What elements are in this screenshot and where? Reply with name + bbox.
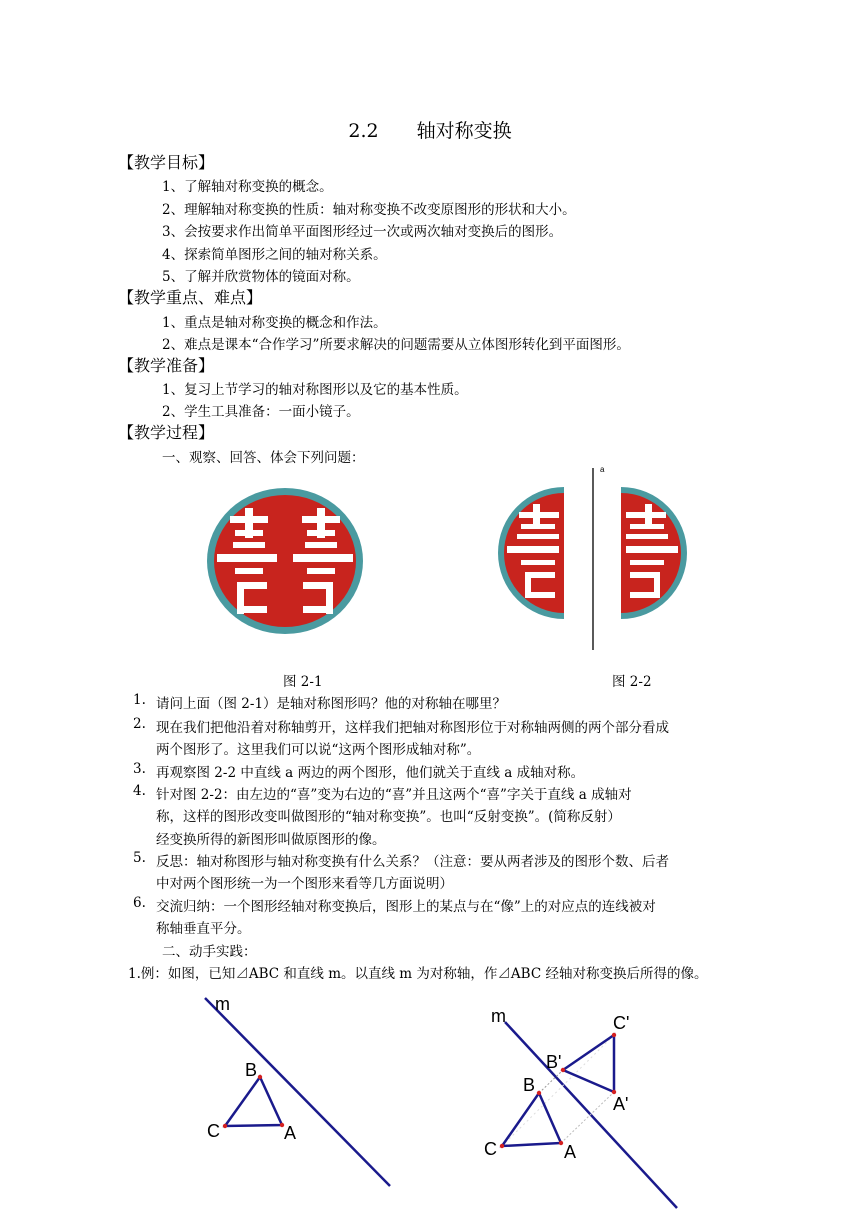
label-a: A [564, 1142, 577, 1162]
part1-heading: 一、观察、回答、体会下列问题： [162, 450, 365, 466]
goal-item: 5、了解并欣赏物体的镜面对称。 [162, 269, 360, 285]
label-m: m [491, 1006, 506, 1026]
label-a-prime: A' [613, 1094, 629, 1114]
point-c-prime [612, 1033, 616, 1037]
label-b: B [523, 1075, 536, 1095]
goal-item: 3、会按要求作出简单平面图形经过一次或两次轴对变换后的图形。 [162, 224, 563, 240]
example-text: 1.例：如图，已知⊿ABC 和直线 m。以直线 m 为对称轴，作⊿ABC 经轴对称变换后所得的像。 [128, 966, 708, 982]
triangle-image [563, 1035, 614, 1092]
figure-2-1-seal [205, 486, 365, 636]
point-b [258, 1075, 262, 1079]
label-c: C [207, 1121, 220, 1141]
diagram-left [195, 990, 405, 1190]
key-points-heading: 【教学重点、难点】 [118, 288, 263, 307]
list-number: 6. [133, 895, 146, 911]
point-c [223, 1124, 227, 1128]
prep-item: 2、学生工具准备：一面小镜子。 [162, 404, 360, 420]
triangle-abc [225, 1077, 282, 1126]
point-a [559, 1141, 563, 1145]
list-item: 交流归纳：一个图形经轴对称变换后，图形上的某点与在“像”上的对应点的连线被对 [156, 899, 656, 915]
title-number: 2.2 [348, 120, 379, 142]
list-number: 3. [133, 761, 146, 777]
list-number: 1. [133, 692, 146, 708]
list-item: 反思：轴对称图形与轴对称变换有什么关系？（注意：要从两者涉及的图形个数、后者 [156, 854, 669, 870]
label-a: A [284, 1123, 297, 1143]
label-m: m [215, 994, 230, 1014]
figure-2-1-caption: 图 2-1 [283, 674, 323, 690]
figure-2-2-caption: 图 2-2 [612, 674, 652, 690]
prep-item: 1、复习上节学习的轴对称图形以及它的基本性质。 [162, 382, 468, 398]
list-item-cont: 称，这样的图形改变叫做图形的“轴对称变换”。也叫“反射变换”。(简称反射） [156, 809, 621, 825]
prep-heading: 【教学准备】 [118, 356, 215, 375]
list-item-cont: 两个图形了。这里我们可以说“这两个图形成轴对称”。 [156, 742, 481, 758]
goals-heading: 【教学目标】 [118, 153, 215, 172]
goal-item: 2、理解轴对称变换的性质：轴对称变换不改变原图形的形状和大小。 [162, 202, 576, 218]
list-number: 2. [133, 716, 146, 732]
part2-heading: 二、动手实践： [162, 944, 257, 960]
title-text: 轴对称变换 [416, 120, 512, 142]
list-item: 现在我们把他沿着对称轴剪开，这样我们把轴对称图形位于对称轴两侧的两个部分看成 [156, 720, 669, 736]
list-item-cont: 称轴垂直平分。 [156, 921, 251, 937]
axis-label-a: a [600, 465, 605, 474]
list-item: 再观察图 2-2 中直线 a 两边的两个图形，他们就关于直线 a 成轴对称。 [156, 765, 585, 781]
point-b [537, 1091, 541, 1095]
key-point-item: 2、难点是课本“合作学习”所要求解决的问题需要从立体图形转化到平面图形。 [162, 337, 630, 353]
label-c-prime: C' [613, 1013, 630, 1033]
point-c [500, 1144, 504, 1148]
list-item: 请问上面（图 2-1）是轴对称图形吗？他的对称轴在哪里？ [156, 696, 507, 712]
list-item-cont: 经变换所得的新图形叫做原图形的像。 [156, 832, 386, 848]
key-point-item: 1、重点是轴对称变换的概念和作法。 [162, 315, 387, 331]
point-b-prime [561, 1068, 565, 1072]
label-b-prime: B' [546, 1052, 562, 1072]
goal-item: 4、探索简单图形之间的轴对称关系。 [162, 247, 387, 263]
list-number: 4. [133, 783, 146, 799]
figure-2-2-split-seal [495, 462, 695, 652]
process-heading: 【教学过程】 [118, 423, 215, 442]
list-item-cont: 中对两个图形统一为一个图形来看等几方面说明） [156, 876, 453, 892]
triangle-abc [502, 1093, 561, 1146]
diagram-right [475, 1000, 685, 1210]
label-b: B [245, 1060, 258, 1080]
page-title [0, 116, 860, 143]
list-number: 5. [133, 850, 146, 866]
connector-aa [561, 1092, 614, 1143]
line-m [205, 998, 390, 1186]
list-item: 针对图 2-2：由左边的“喜”变为右边的“喜”并且这两个“喜”字关于直线 a 成轴对 [156, 787, 632, 803]
goal-item: 1、了解轴对称变换的概念。 [162, 179, 333, 195]
label-c: C [484, 1139, 497, 1159]
